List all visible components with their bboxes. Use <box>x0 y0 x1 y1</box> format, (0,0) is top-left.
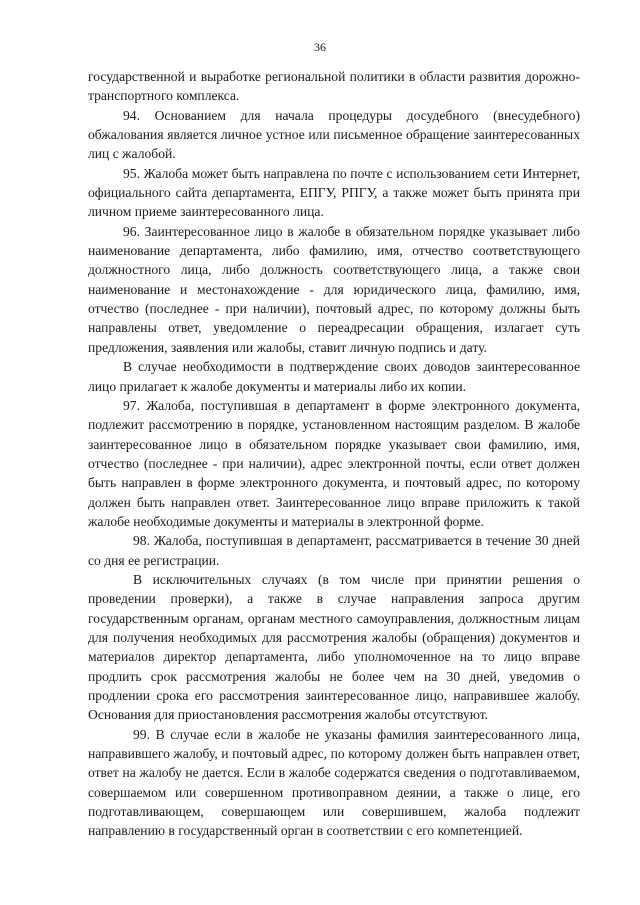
paragraph-94: 94. Основанием для начала процедуры досудебного (внесудебного) обжалования является личное устное или письменное обращение заинтересованных лиц с жалобой. <box>88 107 580 162</box>
page-number: 36 <box>314 40 326 54</box>
paragraph-continuation: государственной и выработке региональной политики в области развития дорожно-транспортного комплекса. <box>88 69 580 104</box>
paragraph-98: 98. Жалоба, поступившая в департамент, рассматривается в течение 30 дней со дня ее регистрации. <box>88 533 580 568</box>
paragraph-97: 97. Жалоба, поступившая в департамент в форме электронного документа, подлежит рассмотрению в порядке, установленном настоящим разделом. В жалобе заинтересованное лицо в обязательном порядке указывает свои фамилию, имя, отчество (последнее - при наличии), адрес электронной почты, если ответ должен быть направлен в форме электронного документа, и почтовый адрес, по которому должен быть направлен ответ. Заинтересованное лицо вправе приложить к такой жалобе необходимые документы и материалы в электронной форме. <box>88 397 580 529</box>
paragraph-96: 96. Заинтересованное лицо в жалобе в обязательном порядке указывает либо наименование департамента, либо фамилию, имя, отчество соответствующего должностного лица, либо должность соответствующего лица, а также свои наименование и местонахождение - для юридического лица, фамилию, имя, отчество (последнее - при наличии), почтовый адрес, по которому должны быть направлены ответ, уведомление о переадресации обращения, излагает суть предложения, заявления или жалобы, ставит личную подпись и дату. <box>88 223 580 355</box>
document-body <box>88 67 580 841</box>
paragraph-95: 95. Жалоба может быть направлена по почте с использованием сети Интернет, официального сайта департамента, ЕПГУ, РПГУ, а также может быть принята при личном приеме заинтересованного лица. <box>88 165 580 220</box>
paragraph-99: 99. В случае если в жалобе не указаны фамилия заинтересованного лица, направившего жалобу, и почтовый адрес, по которому должен быть направлен ответ, ответ на жалобу не дается. Если в жалобе содержатся сведения о подготавливаемом, совершаемом или совершенном противоправном деянии, а также о лице, его подготавливающем, совершающем или совершившем, жалоба подлежит направлению в государственный орган в соответствии с его компетенцией. <box>88 726 580 839</box>
paragraph-98-supplement: В исключительных случаях (в том числе при принятии решения о проведении проверки), а также в случае направления запроса другим государственным органам, органам местного самоуправления, должностным лицам для получения необходимых для рассмотрения жалобы (обращения) документов и материалов директор департамента, либо уполномоченное на то лицо вправе продлить срок рассмотрения жалобы не более чем на 30 дней, уведомив о продлении срока его рассмотрения заинтересованное лицо, направившее жалобу. Основания для приостановления рассмотрения жалобы отсутствуют. <box>88 571 580 723</box>
paragraph-96-supplement: В случае необходимости в подтверждение своих доводов заинтересованное лицо прилагает к жалобе документы и материалы либо их копии. <box>88 359 580 394</box>
